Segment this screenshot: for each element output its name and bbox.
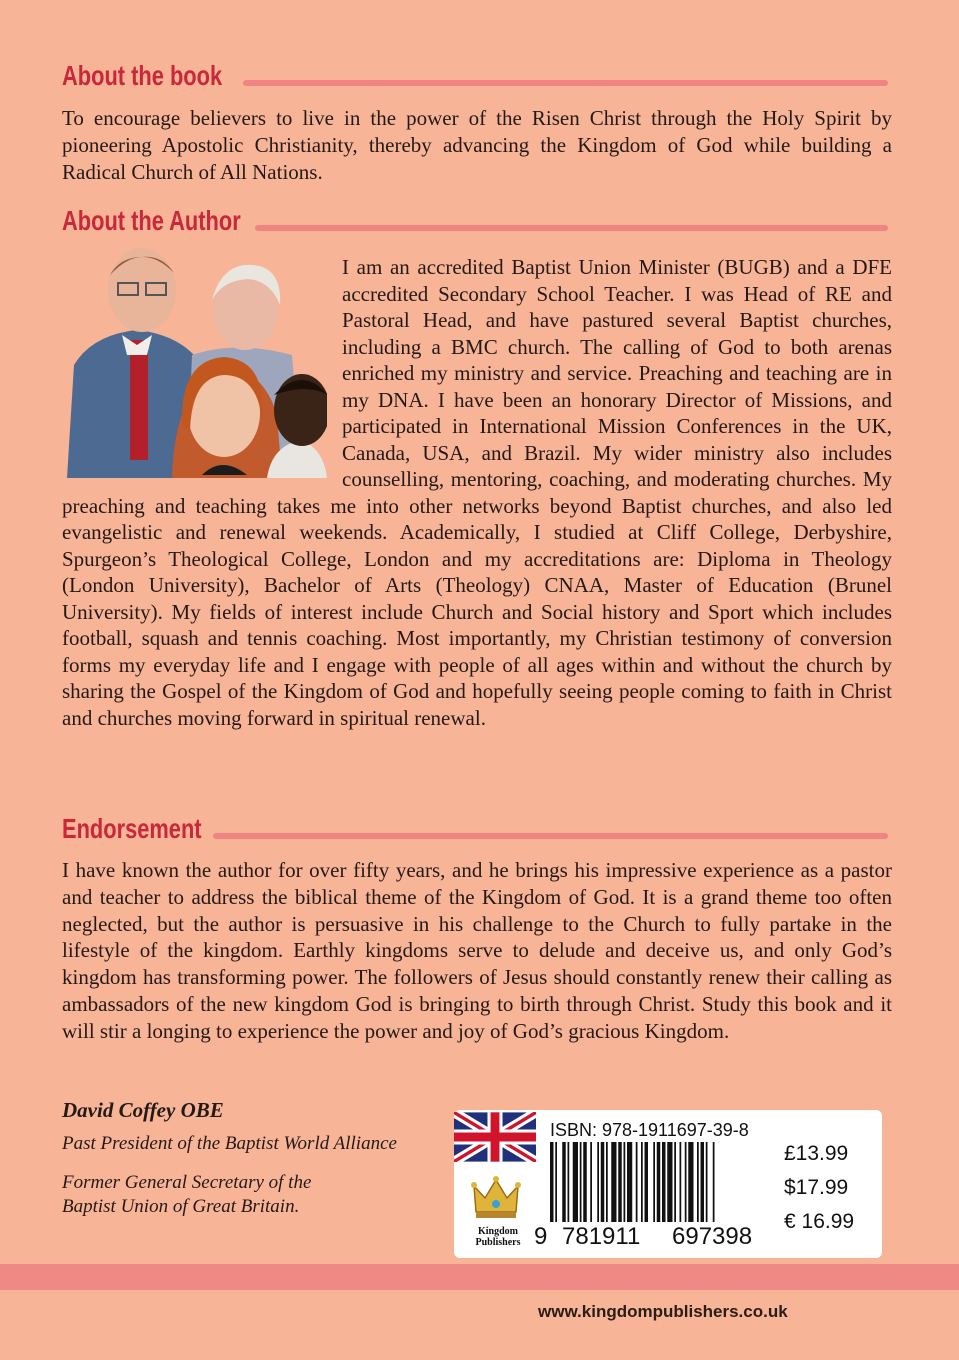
barcode-bar	[636, 1142, 638, 1222]
barcode-bar	[697, 1142, 699, 1222]
about-book-text: To encourage believers to live in the power of the Risen Christ through the Holy Spirit by pioneering Apostolic Christianity, thereby advancing the Kingdom of God while building a Radical Church of All Nations.	[62, 106, 892, 184]
barcode-bar	[597, 1142, 599, 1222]
barcode-bar	[562, 1142, 566, 1222]
price-usd: $17.99	[784, 1176, 849, 1199]
barcode-bar	[580, 1142, 582, 1222]
heading-rule	[255, 225, 888, 231]
about-author-body: I am an accredited Baptist Union Minister (BUGB) and a DFE accredited Secondary School Teacher. I was Head of RE and Pastoral Head, and have pastured several Baptist churches, including a BMC church. The calling of God to both arenas enriched my ministry and service. Preaching and teaching are in my DNA. I have been an honorary Director of Missions, and participated in International Mission Conferences in the UK, Canada, USA, and Brazil. My wider ministry also includes counselling, mentoring, coaching, and moderating churches. My preaching and teaching takes me into other networks beyond Baptist churches, and also led evangelistic and renewal weekends. Academically, I studied at Cliff College, Derbyshire, Spurgeon’s Theological College, London and my accreditations are: Diploma in Theology (London University), Bachelor of Arts (Theology) CNAA, Master of Education (Brunel University). My fields of interest include Church and Social history and Sport which includes football, squash and tennis coaching. Most importantly, my Christian testimony of conversion forms my everyday life and I engage with people of all ages within and without the church by sharing the Gospel of the Kingdom of God and hopefully seeing people coming to faith in Christ and churches moving forward in spiritual renewal.	[62, 255, 892, 730]
barcode-bar	[701, 1142, 705, 1222]
barcode-digits-right: 697398	[672, 1223, 753, 1250]
endorser-role-1: Past President of the Baptist World Alliance	[62, 1133, 397, 1154]
price-gbp: £13.99	[784, 1142, 849, 1165]
barcode-digit-first: 9	[534, 1223, 548, 1250]
barcode-bar	[645, 1142, 649, 1222]
endorsement-heading: Endorsement	[62, 813, 202, 844]
barcode-bar	[713, 1142, 715, 1222]
barcode-bar	[583, 1142, 587, 1222]
about-author-header	[62, 207, 888, 235]
barcode-bar	[611, 1142, 616, 1222]
barcode-bar	[618, 1142, 622, 1222]
barcode-bar	[590, 1142, 592, 1222]
barcode-bar	[662, 1142, 666, 1222]
barcode-bar	[627, 1142, 632, 1222]
price-eur: € 16.99	[784, 1210, 855, 1233]
endorser-name: David Coffey OBE	[62, 1098, 224, 1122]
barcode-bar	[606, 1142, 608, 1222]
barcode-bar	[680, 1142, 682, 1222]
footer-band	[0, 1264, 959, 1290]
publisher-url: www.kingdompublishers.co.uk	[538, 1302, 788, 1321]
barcode-bars	[550, 1142, 775, 1224]
barcode-bar	[688, 1142, 693, 1222]
barcode-bar	[667, 1142, 672, 1222]
barcode-bar	[550, 1142, 554, 1222]
photo-float-spacer	[62, 254, 342, 490]
barcode-bar	[706, 1142, 708, 1222]
isbn-text: ISBN: 978-1911697-39-8	[550, 1120, 749, 1140]
barcode-bar	[624, 1142, 626, 1222]
barcode-digits-left: 781911	[562, 1223, 641, 1250]
barcode-bar	[641, 1142, 643, 1222]
endorsement-header	[62, 815, 888, 843]
endorser-role-2: Former General Secretary of the Baptist Union of Great Britain.	[62, 1172, 312, 1217]
heading-rule	[243, 80, 888, 86]
barcode-bar	[657, 1142, 661, 1222]
about-author-heading: About the Author	[62, 205, 241, 236]
barcode-box	[454, 1110, 882, 1258]
publisher-logo-text: Kingdom Publishers	[475, 1226, 521, 1248]
barcode-bar	[601, 1142, 605, 1222]
barcode-bar	[653, 1142, 655, 1222]
uk-flag-icon	[454, 1112, 536, 1162]
crown-logo-icon	[470, 1172, 522, 1220]
about-book-heading: About the book	[62, 60, 223, 91]
heading-rule	[213, 833, 888, 839]
about-author-text	[62, 254, 892, 731]
barcode-bar	[674, 1142, 676, 1222]
barcode-bar	[555, 1142, 557, 1222]
endorsement-text: I have known the author for over fifty years, and he brings his impressive experience as a pastor and teacher to address the biblical theme of the Kingdom of God. It is a grand theme too often neglected, but the author is persuasive in his challenge to the Church to fully partake in the lifestyle of the kingdom. Earthly kingdoms serve to delude and deceive us, and only God’s kingdom has transforming power. The followers of Jesus should constantly renew their calling as ambassadors of the new kingdom God is bringing to birth through Christ. Study this book and it will stir a longing to experience the power and joy of God’s gracious Kingdom.	[62, 858, 892, 1043]
barcode-bar	[685, 1142, 687, 1222]
barcode-bar	[573, 1142, 578, 1222]
about-book-header	[62, 62, 888, 90]
barcode-bar	[568, 1142, 570, 1222]
